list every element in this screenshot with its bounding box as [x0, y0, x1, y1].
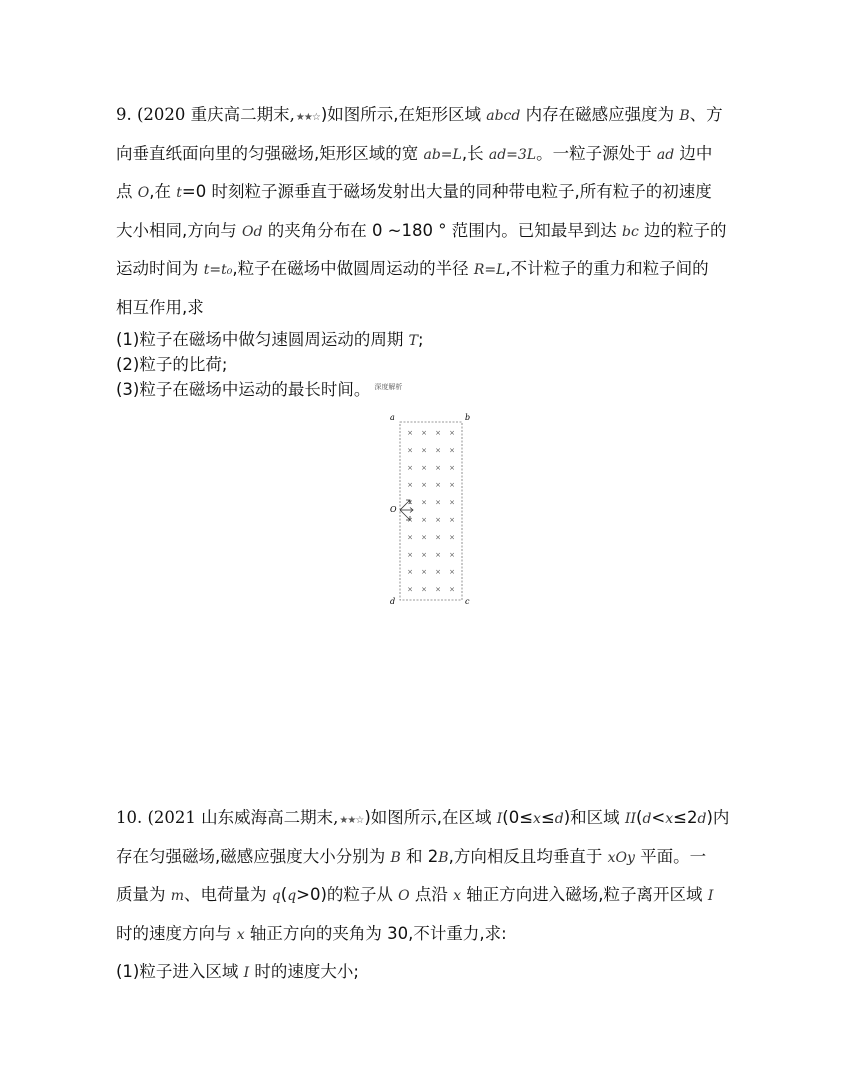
- field-x-mark: ×: [435, 585, 441, 594]
- field-x-mark: ×: [407, 463, 413, 472]
- question-9-1: (1)粒子在磁场中做匀速圆周运动的周期 T;: [116, 330, 424, 349]
- corner-label-c: c: [465, 597, 470, 606]
- field-x-mark: ×: [449, 533, 455, 542]
- field-x-mark: ×: [421, 446, 427, 455]
- field-x-mark: ×: [407, 498, 413, 507]
- field-x-mark: ×: [421, 429, 427, 437]
- problem-9-line-1: 9. (2020 重庆高二期末,★★☆)如图所示,在矩形区域 abcd 内存在磁感应强度为 B、方: [116, 105, 723, 124]
- field-x-mark: ×: [407, 481, 413, 490]
- problem-9: [116, 96, 756, 402]
- field-marks: [407, 429, 455, 594]
- field-x-mark: ×: [421, 516, 427, 524]
- field-x-mark: ×: [435, 481, 441, 490]
- field-x-mark: ×: [449, 481, 455, 490]
- field-x-mark: ×: [407, 446, 413, 455]
- corner-label-d: d: [390, 597, 396, 606]
- problem-9-line-4: 大小相同,方向与 Od 的夹角分布在 0 ~180 ° 范围内。已知最早到达 bc 边的粒子的: [116, 220, 727, 240]
- question-9-3: (3)粒子在磁场中运动的最长时间。 $^{深度解析}$: [116, 380, 403, 399]
- field-x-mark: ×: [449, 516, 455, 524]
- problem-10-line-1: 10. (2021 山东威海高二期末,★★☆)如图所示,在区域 I(0≤x≤d)和区域 II(d<x≤2d)内: [116, 808, 730, 827]
- problem-10-line-3: 质量为 m、电荷量为 q(q>0)的粒子从 O 点沿 x 轴正方向进入磁场,粒子离开区域 I: [116, 885, 714, 904]
- difficulty-stars-icon: ★★☆: [295, 112, 320, 123]
- problem-9-line-6: 相互作用,求: [116, 297, 204, 317]
- field-x-mark: ×: [449, 550, 455, 559]
- field-x-mark: ×: [435, 498, 441, 507]
- field-x-mark: ×: [435, 533, 441, 542]
- velocity-arrow-down: [400, 510, 410, 520]
- corner-label-b: b: [465, 413, 471, 422]
- field-x-mark: ×: [407, 550, 413, 559]
- field-x-mark: ×: [407, 585, 413, 594]
- field-x-mark: ×: [421, 585, 427, 594]
- field-x-mark: ×: [449, 498, 455, 507]
- problem-9-line-5: 运动时间为 t=t₀,粒子在磁场中做圆周运动的半径 R=L,不计粒子的重力和粒子间的: [116, 259, 709, 278]
- field-x-mark: ×: [435, 550, 441, 559]
- question-9-2: (2)粒子的比荷;: [116, 355, 228, 374]
- field-x-mark: ×: [435, 568, 441, 577]
- field-x-mark: ×: [449, 429, 455, 437]
- field-x-mark: ×: [407, 429, 413, 437]
- field-x-mark: ×: [435, 446, 441, 455]
- field-x-mark: ×: [407, 533, 413, 542]
- field-x-mark: ×: [435, 463, 441, 472]
- difficulty-stars-icon: ★★☆: [339, 815, 364, 826]
- deep-analysis-tag[interactable]: 深度解析: [374, 383, 403, 391]
- field-x-mark: ×: [407, 568, 413, 577]
- field-x-mark: ×: [407, 516, 413, 524]
- field-x-mark: ×: [421, 550, 427, 559]
- corner-label-a: a: [390, 413, 395, 422]
- field-x-mark: ×: [421, 533, 427, 542]
- field-x-mark: ×: [421, 498, 427, 507]
- field-x-mark: ×: [449, 446, 455, 455]
- problem-10-line-4: 时的速度方向与 x 轴正方向的夹角为 30,不计重力,求:: [116, 923, 507, 943]
- magnetic-field-figure: [380, 408, 480, 608]
- field-x-mark: ×: [435, 429, 441, 437]
- problem-9-line-3: 点 O,在 t=0 时刻粒子源垂直于磁场发射出大量的同种带电粒子,所有粒子的初速度: [116, 182, 712, 201]
- field-x-mark: ×: [421, 568, 427, 577]
- source-label-o: O: [390, 505, 397, 514]
- question-10-1: (1)粒子进入区域 I 时的速度大小;: [116, 962, 359, 981]
- field-x-mark: ×: [449, 463, 455, 472]
- problem-10-line-2: 存在匀强磁场,磁感应强度大小分别为 B 和 2B,方向相反且均垂直于 xOy 平面。一: [116, 846, 707, 866]
- field-x-mark: ×: [421, 463, 427, 472]
- problem-9-line-2: 向垂直纸面向里的匀强磁场,矩形区域的宽 ab=L,长 ad=3L。一粒子源处于 ad 边中: [116, 143, 713, 163]
- field-x-mark: ×: [435, 516, 441, 524]
- field-x-mark: ×: [449, 568, 455, 577]
- field-x-mark: ×: [449, 585, 455, 594]
- problem-10: [116, 799, 756, 992]
- field-x-mark: ×: [421, 481, 427, 490]
